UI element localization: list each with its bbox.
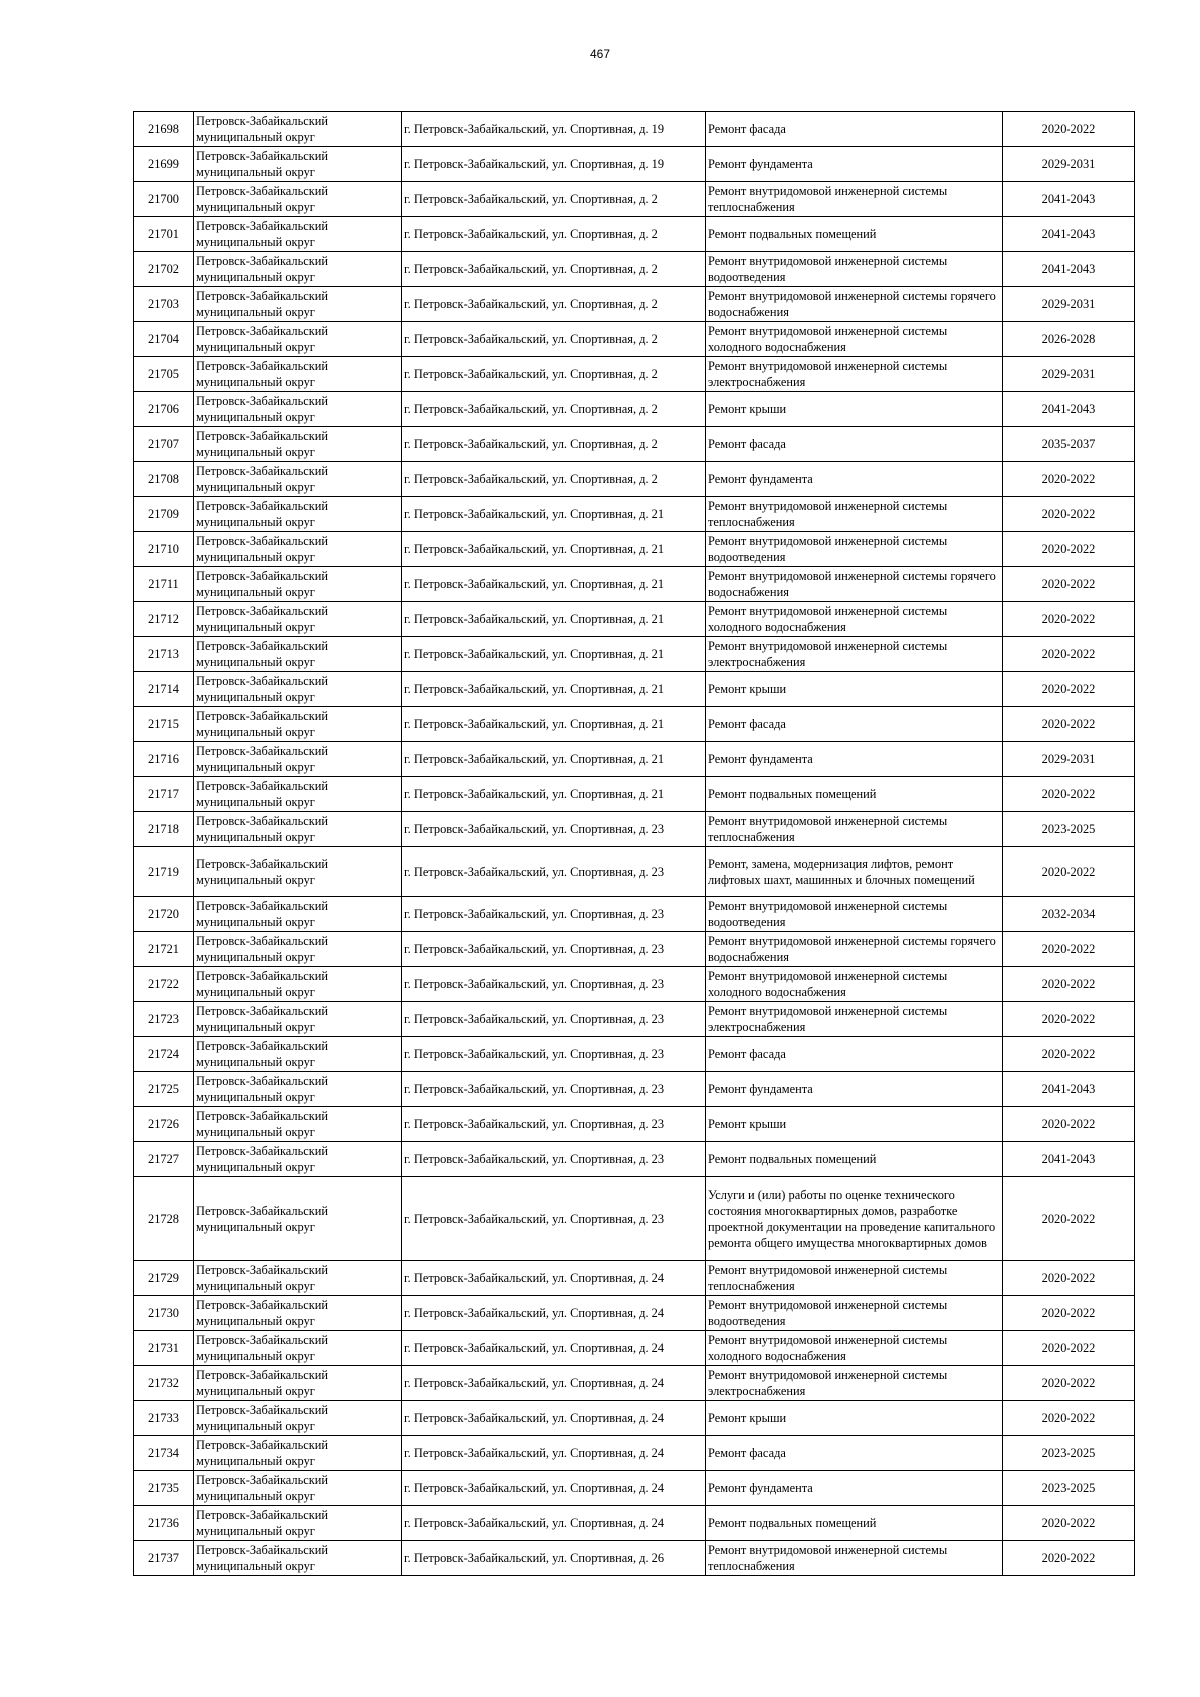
address-cell: г. Петровск-Забайкальский, ул. Спортивная, д. 21 [402, 602, 706, 637]
period-cell: 2026-2028 [1003, 322, 1135, 357]
period-cell: 2035-2037 [1003, 427, 1135, 462]
work-type-cell: Ремонт подвальных помещений [706, 1142, 1003, 1177]
period-cell: 2029-2031 [1003, 742, 1135, 777]
municipality-cell: Петровск-Забайкальский муниципальный округ [194, 322, 402, 357]
period-cell: 2041-2043 [1003, 252, 1135, 287]
row-number: 21705 [134, 357, 194, 392]
work-type-cell: Ремонт внутридомовой инженерной системы горячего водоснабжения [706, 287, 1003, 322]
page-number: 467 [589, 47, 611, 61]
municipality-cell: Петровск-Забайкальский муниципальный округ [194, 1072, 402, 1107]
row-number: 21712 [134, 602, 194, 637]
table-row [134, 812, 1135, 847]
row-number: 21730 [134, 1296, 194, 1331]
address-cell: г. Петровск-Забайкальский, ул. Спортивная, д. 24 [402, 1401, 706, 1436]
row-number: 21722 [134, 967, 194, 1002]
period-cell: 2041-2043 [1003, 392, 1135, 427]
period-cell: 2020-2022 [1003, 672, 1135, 707]
table-row [134, 932, 1135, 967]
period-cell: 2020-2022 [1003, 1037, 1135, 1072]
period-cell: 2020-2022 [1003, 532, 1135, 567]
repair-schedule-table [133, 111, 1135, 1576]
table-row [134, 357, 1135, 392]
work-type-cell: Ремонт внутридомовой инженерной системы электроснабжения [706, 357, 1003, 392]
work-type-cell: Ремонт подвальных помещений [706, 217, 1003, 252]
municipality-cell: Петровск-Забайкальский муниципальный округ [194, 182, 402, 217]
work-type-cell: Ремонт подвальных помещений [706, 1506, 1003, 1541]
address-cell: г. Петровск-Забайкальский, ул. Спортивная, д. 24 [402, 1436, 706, 1471]
period-cell: 2041-2043 [1003, 182, 1135, 217]
municipality-cell: Петровск-Забайкальский муниципальный округ [194, 462, 402, 497]
work-type-cell: Ремонт внутридомовой инженерной системы электроснабжения [706, 1002, 1003, 1037]
table-row [134, 1541, 1135, 1576]
municipality-cell: Петровск-Забайкальский муниципальный округ [194, 847, 402, 897]
municipality-cell: Петровск-Забайкальский муниципальный округ [194, 567, 402, 602]
address-cell: г. Петровск-Забайкальский, ул. Спортивная, д. 19 [402, 147, 706, 182]
municipality-cell: Петровск-Забайкальский муниципальный округ [194, 357, 402, 392]
work-type-cell: Ремонт внутридомовой инженерной системы холодного водоснабжения [706, 1331, 1003, 1366]
table-row [134, 497, 1135, 532]
table-row [134, 1107, 1135, 1142]
municipality-cell: Петровск-Забайкальский муниципальный округ [194, 532, 402, 567]
address-cell: г. Петровск-Забайкальский, ул. Спортивная, д. 21 [402, 637, 706, 672]
municipality-cell: Петровск-Забайкальский муниципальный округ [194, 1331, 402, 1366]
address-cell: г. Петровск-Забайкальский, ул. Спортивная, д. 24 [402, 1331, 706, 1366]
municipality-cell: Петровск-Забайкальский муниципальный округ [194, 932, 402, 967]
work-type-cell: Ремонт внутридомовой инженерной системы холодного водоснабжения [706, 602, 1003, 637]
municipality-cell: Петровск-Забайкальский муниципальный округ [194, 1107, 402, 1142]
period-cell: 2020-2022 [1003, 777, 1135, 812]
table-row [134, 392, 1135, 427]
municipality-cell: Петровск-Забайкальский муниципальный округ [194, 147, 402, 182]
address-cell: г. Петровск-Забайкальский, ул. Спортивная, д. 23 [402, 1072, 706, 1107]
period-cell: 2029-2031 [1003, 287, 1135, 322]
address-cell: г. Петровск-Забайкальский, ул. Спортивная, д. 24 [402, 1261, 706, 1296]
table-row [134, 637, 1135, 672]
address-cell: г. Петровск-Забайкальский, ул. Спортивная, д. 21 [402, 497, 706, 532]
row-number: 21729 [134, 1261, 194, 1296]
table-row [134, 1072, 1135, 1107]
row-number: 21711 [134, 567, 194, 602]
address-cell: г. Петровск-Забайкальский, ул. Спортивная, д. 21 [402, 672, 706, 707]
row-number: 21708 [134, 462, 194, 497]
work-type-cell: Ремонт крыши [706, 1401, 1003, 1436]
period-cell: 2029-2031 [1003, 357, 1135, 392]
period-cell: 2020-2022 [1003, 1002, 1135, 1037]
work-type-cell: Ремонт фундамента [706, 742, 1003, 777]
address-cell: г. Петровск-Забайкальский, ул. Спортивная, д. 24 [402, 1366, 706, 1401]
work-type-cell: Ремонт внутридомовой инженерной системы холодного водоснабжения [706, 967, 1003, 1002]
period-cell: 2041-2043 [1003, 1072, 1135, 1107]
work-type-cell: Ремонт фасада [706, 1037, 1003, 1072]
table-row [134, 707, 1135, 742]
row-number: 21720 [134, 897, 194, 932]
work-type-cell: Ремонт внутридомовой инженерной системы холодного водоснабжения [706, 322, 1003, 357]
work-type-cell: Ремонт фасада [706, 427, 1003, 462]
table-row [134, 182, 1135, 217]
period-cell: 2041-2043 [1003, 217, 1135, 252]
table-row [134, 672, 1135, 707]
period-cell: 2020-2022 [1003, 637, 1135, 672]
row-number: 21737 [134, 1541, 194, 1576]
row-number: 21714 [134, 672, 194, 707]
address-cell: г. Петровск-Забайкальский, ул. Спортивная, д. 2 [402, 322, 706, 357]
table-row [134, 777, 1135, 812]
table-row [134, 112, 1135, 147]
row-number: 21732 [134, 1366, 194, 1401]
address-cell: г. Петровск-Забайкальский, ул. Спортивная, д. 24 [402, 1296, 706, 1331]
work-type-cell: Ремонт фундамента [706, 1471, 1003, 1506]
period-cell: 2020-2022 [1003, 602, 1135, 637]
work-type-cell: Ремонт фасада [706, 112, 1003, 147]
municipality-cell: Петровск-Забайкальский муниципальный округ [194, 707, 402, 742]
row-number: 21723 [134, 1002, 194, 1037]
address-cell: г. Петровск-Забайкальский, ул. Спортивная, д. 19 [402, 112, 706, 147]
table-row [134, 287, 1135, 322]
period-cell: 2032-2034 [1003, 897, 1135, 932]
municipality-cell: Петровск-Забайкальский муниципальный округ [194, 1177, 402, 1261]
period-cell: 2020-2022 [1003, 932, 1135, 967]
municipality-cell: Петровск-Забайкальский муниципальный округ [194, 1471, 402, 1506]
address-cell: г. Петровск-Забайкальский, ул. Спортивная, д. 2 [402, 252, 706, 287]
work-type-cell: Ремонт внутридомовой инженерной системы водоотведения [706, 532, 1003, 567]
table-row [134, 1366, 1135, 1401]
address-cell: г. Петровск-Забайкальский, ул. Спортивная, д. 2 [402, 357, 706, 392]
row-number: 21699 [134, 147, 194, 182]
work-type-cell: Ремонт крыши [706, 1107, 1003, 1142]
work-type-cell: Ремонт фундамента [706, 462, 1003, 497]
table-row [134, 1296, 1135, 1331]
row-number: 21702 [134, 252, 194, 287]
row-number: 21721 [134, 932, 194, 967]
table-row [134, 967, 1135, 1002]
period-cell: 2020-2022 [1003, 707, 1135, 742]
address-cell: г. Петровск-Забайкальский, ул. Спортивная, д. 26 [402, 1541, 706, 1576]
table-row [134, 322, 1135, 357]
municipality-cell: Петровск-Забайкальский муниципальный округ [194, 252, 402, 287]
period-cell: 2020-2022 [1003, 1177, 1135, 1261]
work-type-cell: Ремонт внутридомовой инженерной системы теплоснабжения [706, 1541, 1003, 1576]
row-number: 21706 [134, 392, 194, 427]
row-number: 21727 [134, 1142, 194, 1177]
row-number: 21728 [134, 1177, 194, 1261]
work-type-cell: Ремонт внутридомовой инженерной системы теплоснабжения [706, 812, 1003, 847]
period-cell: 2020-2022 [1003, 567, 1135, 602]
work-type-cell: Ремонт внутридомовой инженерной системы теплоснабжения [706, 1261, 1003, 1296]
row-number: 21707 [134, 427, 194, 462]
address-cell: г. Петровск-Забайкальский, ул. Спортивная, д. 21 [402, 532, 706, 567]
period-cell: 2023-2025 [1003, 812, 1135, 847]
work-type-cell: Ремонт внутридомовой инженерной системы теплоснабжения [706, 497, 1003, 532]
municipality-cell: Петровск-Забайкальский муниципальный округ [194, 287, 402, 322]
table-row [134, 1331, 1135, 1366]
address-cell: г. Петровск-Забайкальский, ул. Спортивная, д. 21 [402, 742, 706, 777]
work-type-cell: Ремонт внутридомовой инженерной системы горячего водоснабжения [706, 932, 1003, 967]
municipality-cell: Петровск-Забайкальский муниципальный округ [194, 1142, 402, 1177]
municipality-cell: Петровск-Забайкальский муниципальный округ [194, 217, 402, 252]
work-type-cell: Ремонт фасада [706, 707, 1003, 742]
table-row [134, 147, 1135, 182]
table-row [134, 567, 1135, 602]
municipality-cell: Петровск-Забайкальский муниципальный округ [194, 1002, 402, 1037]
row-number: 21698 [134, 112, 194, 147]
period-cell: 2020-2022 [1003, 1296, 1135, 1331]
municipality-cell: Петровск-Забайкальский муниципальный округ [194, 1296, 402, 1331]
work-type-cell: Ремонт внутридомовой инженерной системы водоотведения [706, 897, 1003, 932]
address-cell: г. Петровск-Забайкальский, ул. Спортивная, д. 21 [402, 707, 706, 742]
row-number: 21709 [134, 497, 194, 532]
period-cell: 2020-2022 [1003, 112, 1135, 147]
table-row [134, 602, 1135, 637]
address-cell: г. Петровск-Забайкальский, ул. Спортивная, д. 23 [402, 812, 706, 847]
table-row [134, 427, 1135, 462]
period-cell: 2020-2022 [1003, 967, 1135, 1002]
row-number: 21731 [134, 1331, 194, 1366]
table-row [134, 217, 1135, 252]
work-type-cell: Ремонт внутридомовой инженерной системы водоотведения [706, 1296, 1003, 1331]
address-cell: г. Петровск-Забайкальский, ул. Спортивная, д. 23 [402, 967, 706, 1002]
municipality-cell: Петровск-Забайкальский муниципальный округ [194, 672, 402, 707]
address-cell: г. Петровск-Забайкальский, ул. Спортивная, д. 23 [402, 897, 706, 932]
row-number: 21715 [134, 707, 194, 742]
work-type-cell: Ремонт подвальных помещений [706, 777, 1003, 812]
period-cell: 2020-2022 [1003, 1541, 1135, 1576]
row-number: 21724 [134, 1037, 194, 1072]
row-number: 21704 [134, 322, 194, 357]
table-row [134, 1261, 1135, 1296]
address-cell: г. Петровск-Забайкальский, ул. Спортивная, д. 21 [402, 567, 706, 602]
address-cell: г. Петровск-Забайкальский, ул. Спортивная, д. 23 [402, 1002, 706, 1037]
table-row [134, 1142, 1135, 1177]
municipality-cell: Петровск-Забайкальский муниципальный округ [194, 637, 402, 672]
work-type-cell: Ремонт крыши [706, 392, 1003, 427]
work-type-cell: Ремонт крыши [706, 672, 1003, 707]
period-cell: 2023-2025 [1003, 1436, 1135, 1471]
municipality-cell: Петровск-Забайкальский муниципальный округ [194, 427, 402, 462]
municipality-cell: Петровск-Забайкальский муниципальный округ [194, 1366, 402, 1401]
municipality-cell: Петровск-Забайкальский муниципальный округ [194, 1506, 402, 1541]
municipality-cell: Петровск-Забайкальский муниципальный округ [194, 812, 402, 847]
work-type-cell: Ремонт внутридомовой инженерной системы водоотведения [706, 252, 1003, 287]
row-number: 21735 [134, 1471, 194, 1506]
row-number: 21703 [134, 287, 194, 322]
municipality-cell: Петровск-Забайкальский муниципальный округ [194, 1261, 402, 1296]
period-cell: 2020-2022 [1003, 1401, 1135, 1436]
table-body [134, 112, 1135, 1576]
row-number: 21718 [134, 812, 194, 847]
table-row [134, 897, 1135, 932]
address-cell: г. Петровск-Забайкальский, ул. Спортивная, д. 2 [402, 182, 706, 217]
row-number: 21700 [134, 182, 194, 217]
address-cell: г. Петровск-Забайкальский, ул. Спортивная, д. 23 [402, 932, 706, 967]
address-cell: г. Петровск-Забайкальский, ул. Спортивная, д. 2 [402, 217, 706, 252]
row-number: 21733 [134, 1401, 194, 1436]
municipality-cell: Петровск-Забайкальский муниципальный округ [194, 392, 402, 427]
table-row [134, 1177, 1135, 1261]
table-row [134, 462, 1135, 497]
period-cell: 2020-2022 [1003, 1506, 1135, 1541]
table-row [134, 1002, 1135, 1037]
work-type-cell: Ремонт внутридомовой инженерной системы горячего водоснабжения [706, 567, 1003, 602]
municipality-cell: Петровск-Забайкальский муниципальный округ [194, 497, 402, 532]
work-type-cell: Ремонт фасада [706, 1436, 1003, 1471]
municipality-cell: Петровск-Забайкальский муниципальный округ [194, 777, 402, 812]
address-cell: г. Петровск-Забайкальский, ул. Спортивная, д. 2 [402, 462, 706, 497]
row-number: 21710 [134, 532, 194, 567]
table-row [134, 1401, 1135, 1436]
work-type-cell: Ремонт внутридомовой инженерной системы электроснабжения [706, 637, 1003, 672]
address-cell: г. Петровск-Забайкальский, ул. Спортивная, д. 2 [402, 392, 706, 427]
table-row [134, 1506, 1135, 1541]
row-number: 21716 [134, 742, 194, 777]
municipality-cell: Петровск-Забайкальский муниципальный округ [194, 1401, 402, 1436]
row-number: 21726 [134, 1107, 194, 1142]
address-cell: г. Петровск-Забайкальский, ул. Спортивная, д. 23 [402, 1107, 706, 1142]
municipality-cell: Петровск-Забайкальский муниципальный округ [194, 1541, 402, 1576]
table-row [134, 252, 1135, 287]
municipality-cell: Петровск-Забайкальский муниципальный округ [194, 897, 402, 932]
row-number: 21734 [134, 1436, 194, 1471]
address-cell: г. Петровск-Забайкальский, ул. Спортивная, д. 23 [402, 1142, 706, 1177]
municipality-cell: Петровск-Забайкальский муниципальный округ [194, 742, 402, 777]
period-cell: 2020-2022 [1003, 1107, 1135, 1142]
address-cell: г. Петровск-Забайкальский, ул. Спортивная, д. 2 [402, 427, 706, 462]
address-cell: г. Петровск-Забайкальский, ул. Спортивная, д. 24 [402, 1506, 706, 1541]
table-row [134, 1471, 1135, 1506]
work-type-cell: Ремонт фундамента [706, 147, 1003, 182]
municipality-cell: Петровск-Забайкальский муниципальный округ [194, 967, 402, 1002]
table-row [134, 1037, 1135, 1072]
work-type-cell: Ремонт внутридомовой инженерной системы теплоснабжения [706, 182, 1003, 217]
row-number: 21701 [134, 217, 194, 252]
period-cell: 2020-2022 [1003, 1366, 1135, 1401]
address-cell: г. Петровск-Забайкальский, ул. Спортивная, д. 23 [402, 1037, 706, 1072]
period-cell: 2020-2022 [1003, 1331, 1135, 1366]
work-type-cell: Ремонт, замена, модернизация лифтов, ремонт лифтовых шахт, машинных и блочных помещений [706, 847, 1003, 897]
address-cell: г. Петровск-Забайкальский, ул. Спортивная, д. 24 [402, 1471, 706, 1506]
row-number: 21736 [134, 1506, 194, 1541]
address-cell: г. Петровск-Забайкальский, ул. Спортивная, д. 2 [402, 287, 706, 322]
municipality-cell: Петровск-Забайкальский муниципальный округ [194, 112, 402, 147]
address-cell: г. Петровск-Забайкальский, ул. Спортивная, д. 23 [402, 1177, 706, 1261]
work-type-cell: Услуги и (или) работы по оценке технического состояния многоквартирных домов, разработке проектной документации на проведение капитального ремонта общего имущества многоквартирных домов [706, 1177, 1003, 1261]
address-cell: г. Петровск-Забайкальский, ул. Спортивная, д. 21 [402, 777, 706, 812]
table-row [134, 1436, 1135, 1471]
period-cell: 2023-2025 [1003, 1471, 1135, 1506]
period-cell: 2041-2043 [1003, 1142, 1135, 1177]
municipality-cell: Петровск-Забайкальский муниципальный округ [194, 1436, 402, 1471]
period-cell: 2020-2022 [1003, 497, 1135, 532]
period-cell: 2020-2022 [1003, 847, 1135, 897]
period-cell: 2020-2022 [1003, 462, 1135, 497]
municipality-cell: Петровск-Забайкальский муниципальный округ [194, 1037, 402, 1072]
row-number: 21717 [134, 777, 194, 812]
work-type-cell: Ремонт фундамента [706, 1072, 1003, 1107]
table-row [134, 532, 1135, 567]
period-cell: 2029-2031 [1003, 147, 1135, 182]
table-row [134, 847, 1135, 897]
period-cell: 2020-2022 [1003, 1261, 1135, 1296]
row-number: 21725 [134, 1072, 194, 1107]
work-type-cell: Ремонт внутридомовой инженерной системы электроснабжения [706, 1366, 1003, 1401]
table-row [134, 742, 1135, 777]
address-cell: г. Петровск-Забайкальский, ул. Спортивная, д. 23 [402, 847, 706, 897]
municipality-cell: Петровск-Забайкальский муниципальный округ [194, 602, 402, 637]
row-number: 21713 [134, 637, 194, 672]
row-number: 21719 [134, 847, 194, 897]
